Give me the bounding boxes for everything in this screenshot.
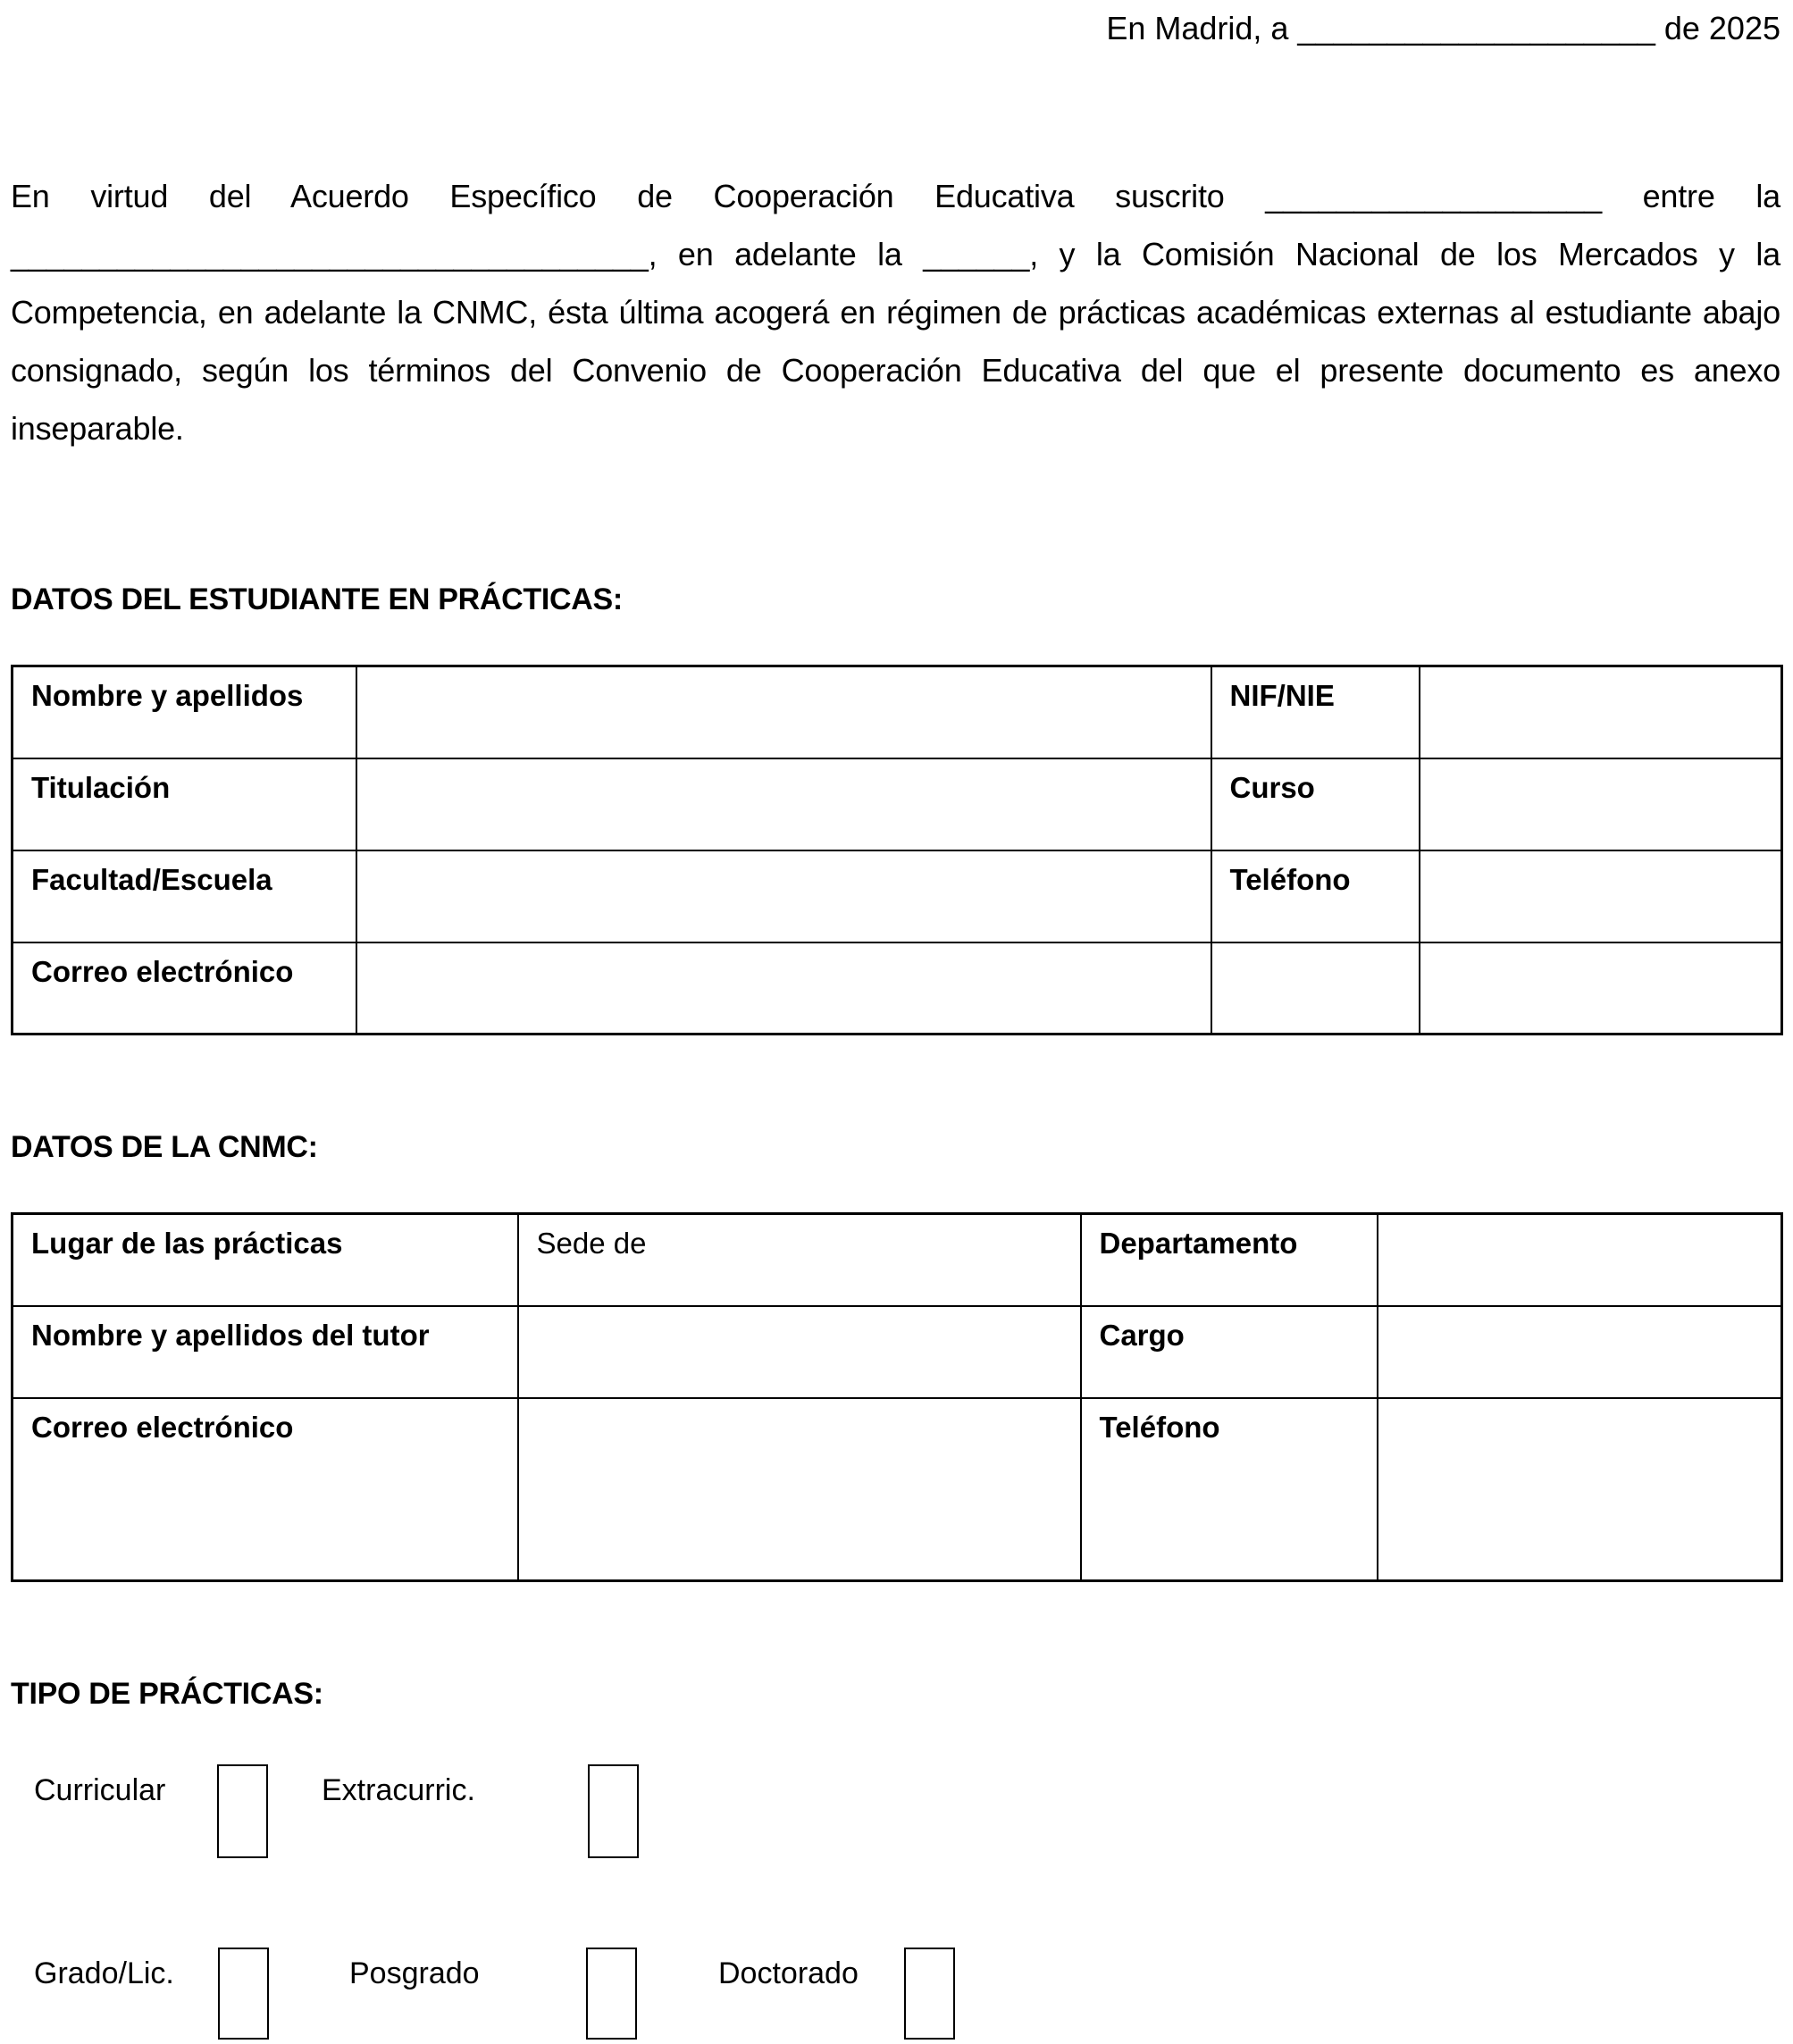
practice-type-row-2 [11,1948,1780,2040]
student-faculty-input-cell[interactable] [356,850,1211,942]
student-nif-input-cell[interactable] [1420,666,1782,758]
extracurricular-label: Extracurric. [322,1773,475,1807]
student-phone-input-cell[interactable] [1420,850,1782,942]
student-phone-label: Teléfono [1211,850,1420,942]
cnmc-phone-label: Teléfono [1081,1398,1378,1581]
intro-paragraph: En virtud del Acuerdo Específico de Cooperación Educativa suscrito ___________________ entre la ____________________________________, en adelante la ______, y la Comisión Nacional de los Mercados y la Competencia, en adelante la CNMC, ésta última acogerá en régimen de prácticas académicas externas al estudiante abajo consignado, según los términos del Convenio de Cooperación Educativa del que el presente documento es anexo inseparable. [11,178,1780,447]
cnmc-tutor-name-label: Nombre y apellidos del tutor [13,1306,518,1398]
posgrado-label: Posgrado [349,1956,480,1990]
grado-lic-checkbox[interactable] [218,1948,269,2040]
student-email-input-cell[interactable] [356,942,1211,1035]
student-nif-label: NIF/NIE [1211,666,1420,758]
student-section-heading: DATOS DEL ESTUDIANTE EN PRÁCTICAS: [11,582,623,616]
posgrado-checkbox[interactable] [586,1948,637,2040]
student-degree-input-cell[interactable] [356,758,1211,850]
practice-type-heading: TIPO DE PRÁCTICAS: [11,1677,323,1711]
cnmc-position-input-cell[interactable] [1378,1306,1782,1398]
table-row [13,1214,1782,1306]
cnmc-position-label: Cargo [1081,1306,1378,1398]
practice-type-row-1 [11,1764,1780,1858]
curricular-label: Curricular [34,1773,166,1807]
table-row [13,942,1782,1035]
student-course-input-cell[interactable] [1420,758,1782,850]
date-line: En Madrid, a ____________________ de 2025 [1106,10,1780,46]
table-row [13,850,1782,942]
table-row [13,1398,1782,1581]
student-data-table [11,665,1783,1035]
cnmc-email-label: Correo electrónico [13,1398,518,1581]
cnmc-place-input-cell[interactable]: Sede de [518,1214,1081,1306]
table-row [13,666,1782,758]
cnmc-section-heading: DATOS DE LA CNMC: [11,1130,318,1164]
cnmc-data-table [11,1212,1783,1582]
student-email-label: Correo electrónico [13,942,356,1035]
student-name-label: Nombre y apellidos [13,666,356,758]
student-degree-label: Titulación [13,758,356,850]
cnmc-place-label: Lugar de las prácticas [13,1214,518,1306]
doctorado-label: Doctorado [718,1956,859,1990]
grado-lic-label: Grado/Lic. [34,1956,174,1990]
student-empty-label-cell [1211,942,1420,1035]
student-empty-input-cell[interactable] [1420,942,1782,1035]
curricular-checkbox[interactable] [217,1764,268,1858]
cnmc-phone-input-cell[interactable] [1378,1398,1782,1581]
cnmc-department-input-cell[interactable] [1378,1214,1782,1306]
cnmc-department-label: Departamento [1081,1214,1378,1306]
student-name-input-cell[interactable] [356,666,1211,758]
table-row [13,758,1782,850]
student-course-label: Curso [1211,758,1420,850]
table-row [13,1306,1782,1398]
cnmc-tutor-name-input-cell[interactable] [518,1306,1081,1398]
extracurricular-checkbox[interactable] [588,1764,639,1858]
student-faculty-label: Facultad/Escuela [13,850,356,942]
cnmc-email-input-cell[interactable] [518,1398,1081,1581]
doctorado-checkbox[interactable] [904,1948,955,2040]
